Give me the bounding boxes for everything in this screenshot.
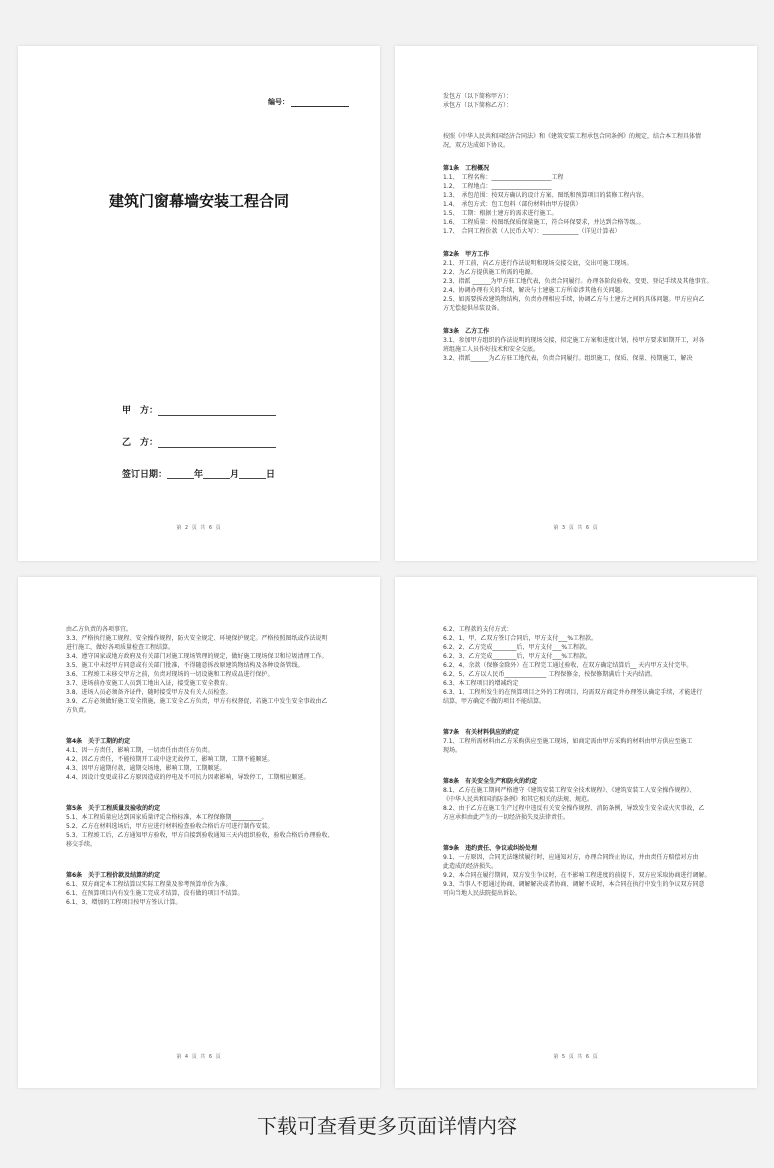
text-line: 4.3、因甲方逾期付款，逾期交场地，影响工期，工期顺延。	[66, 765, 226, 772]
text-line: 1.4、 承包方式：包工包料（部份材料由甲方提供）	[443, 201, 582, 208]
contract-title: 建筑门窗幕墙安装工程合同	[108, 192, 289, 210]
text-line: 3.4、遵守国家或地方政府及有关部门对施工现场管理的规定，做好施工现场保卫和垃圾清理工作。	[66, 653, 328, 660]
page-footer: 第 2 页 共 6 页	[176, 525, 222, 531]
section-heading: 第6条 关于工程价款及结算的约定	[66, 872, 161, 879]
text-line: 可向当地人民法院提出诉讼。	[443, 890, 522, 897]
section-heading: 第9条 违约责任、争议或纠纷处理	[443, 845, 538, 852]
text-line: 3.6、工程竣工未移交甲方之前，负责对现场的一切设施和工程成品进行保护。	[66, 671, 274, 678]
text-line: 由乙方负责的各项事宜。	[66, 626, 133, 633]
page-body	[443, 625, 715, 898]
text-line: 6.1、双方商定本工程结算以实际工程量及参考预算单价为准。	[66, 881, 232, 888]
text-line: 6.3、1、工程所发生的在预算项目之外的工程项目，均需双方商定并办理签认确定手续，才能进行	[443, 689, 703, 696]
text-line: 7.1、工程所需材料由乙方采购供应至施工现场，如商定需由甲方采购的材料由甲方供应至施工	[443, 738, 693, 745]
text-line: 2.4、协调办理有关的手续，解决与土建施工方所牵涉其他有关问题。	[443, 287, 627, 294]
text-line: 1.1、 工程名称：____________________工程	[443, 174, 564, 181]
contract-number-label: 编号：	[268, 98, 289, 106]
party-b-row	[122, 435, 276, 448]
download-more-caption: 下载可查看更多页面详情内容	[257, 1114, 517, 1138]
text-line: 按照《中华人民共和国经济合同法》和《建筑安装工程承包合同条例》的规定，结合本工程具体情	[443, 133, 702, 140]
text-line: 进行施工，做好各项质量检查工程结算。	[66, 644, 175, 651]
text-line: 9.2、本合同在履行期间，双方发生争议时，在不影响工程进度的前提下，双方应采取协商进行调解。	[443, 872, 711, 879]
spacer	[443, 313, 715, 327]
text-line: 4.1、因一方责任，影响工期，一切责任由责任方负责。	[66, 747, 214, 754]
text-line: 6.2、5、乙方以人民币______________ 工程保修金，按保修期满后十天内结清。	[443, 671, 657, 678]
text-line: 结算，甲方确定不做的项目不能结算。	[443, 698, 546, 705]
text-line: 1.7、 合同工程价款（人民币大写）：____________（详见计算表）	[443, 228, 621, 235]
text-line: 6.2、4、余款（保修金除外）在工程完工通过验收，在双方确定结算后__ 天内甲方支付完毕。	[443, 662, 693, 669]
section-heading: 第2条 甲方工作	[443, 251, 490, 258]
cover-page	[18, 46, 380, 561]
section-heading: 第7条 有关材料供应的约定	[443, 729, 520, 736]
text-line: 6.1、3、增加的工程项目按甲方签认计算。	[66, 899, 182, 906]
text-line: 2.3、指派 ______为甲方驻工地代表，负责合同履行。办理各阶段验收、变更、登记手续及其他事宜。	[443, 278, 713, 285]
spacer	[443, 822, 715, 844]
text-line: 2.5、如需要拆改建筑物结构，负责办理相应手续，协调乙方与土建方之间的具体问题。甲方应向乙	[443, 296, 705, 303]
spacer	[66, 715, 338, 737]
text-line: 6.3、本工程项目的增减约定	[443, 680, 519, 687]
text-line: 现场。	[443, 747, 462, 754]
contract-number-line	[291, 99, 349, 107]
page-body	[66, 625, 338, 907]
text-line: 6.2、工程款的支付方式：	[443, 626, 513, 633]
contract-page-4	[18, 577, 380, 1088]
page-footer: 第 5 页 共 6 页	[553, 1054, 599, 1060]
text-line: 方应承担由此产生的一切经济损失及法律责任。	[443, 814, 570, 821]
text-line: 6.2、2、乙方完成________后，甲方支付___%工程款。	[443, 644, 592, 651]
text-line: 3.1、参加甲方组织的作法说明的现场交接，拟定施工方案和进度计划，按甲方要求如期开工，对各	[443, 337, 705, 344]
section-heading: 第3条 乙方工作	[443, 328, 490, 335]
sign-date: 签订日期：______年______月______日	[122, 470, 276, 480]
spacer	[443, 706, 715, 728]
text-line: 2.1、开工前，向乙方进行作法说明和现场交接交底，交出可施工现场。	[443, 260, 633, 267]
spacer	[443, 150, 715, 164]
text-line: 1.2、 工程地点：____________________	[443, 183, 552, 190]
text-line: 1.6、 工程质量：按图纸保质保量施工，符合环保要求，并达到合格等级。。	[443, 219, 645, 226]
text-line: 6.1、在预算项目内有发生施工完成才结算，没有做的项目不结算。	[66, 890, 244, 897]
text-line: 发包方（以下简称甲方）：	[443, 93, 513, 100]
text-line: 4.2、因乙方责任，不能按期开工或中途无故停工，影响工期，工期不能顺延。	[66, 756, 274, 763]
text-line: 方负责。	[66, 707, 91, 714]
text-line: 移交手续。	[66, 841, 97, 848]
page-body	[443, 92, 715, 363]
text-line: 3.5、施工中未经甲方同意或有关部门批准，不得随意拆改原建筑物结构及各种设备管线。	[66, 662, 304, 669]
text-line: 6.2、1、甲、乙双方签订合同后，甲方支付___%工程款。	[443, 635, 598, 642]
contract-number-field	[268, 97, 349, 107]
party-b-label: 乙 方：	[122, 438, 159, 448]
text-line: 《中华人民共和国消防条例》和其它相关的法规、规范。	[443, 796, 594, 803]
text-line: 9.1、一方原因，合同无法继续履行时，应通知对方，办理合同终止协议，并由责任方赔偿对方由	[443, 854, 699, 861]
text-line: 3.8、进场人员必须备齐证件，随时接受甲方及有关人员检查。	[66, 689, 232, 696]
text-line: 4.4、因设计变更或非乙方原因造成的停电及不可抗力因素影响，导致停工，工期相应顺延。	[66, 774, 310, 781]
text-line: 承包方（以下简称乙方）：	[443, 102, 513, 109]
text-line: 8.2、由于乙方在施工生产过程中违反有关安全操作规程、消防条例，导致发生安全或火灾事故，乙	[443, 805, 705, 812]
party-a-row	[122, 403, 276, 416]
text-line: 班组施工人员作好技术和安全交底。	[443, 346, 540, 353]
section-heading: 第5条 关于工程质量及验收的约定	[66, 805, 161, 812]
text-line: 9.3、当事人不愿通过协商、调解解决或者协商、调解不成时，本合同在执行中发生的争议双方同意	[443, 881, 705, 888]
text-line: 3.9、乙方必须做好施工安全措施，施工安全乙方负责，甲方有权督促，若施工中发生安全事故由乙	[66, 698, 328, 705]
spacer	[66, 782, 338, 804]
text-line: 8.1、乙方在施工期间严格遵守《建筑安装工程安全技术规程》、《建筑安装工人安全操作规程》、	[443, 787, 696, 794]
party-a-line	[158, 406, 276, 416]
party-b-line	[158, 438, 276, 448]
text-line: 5.1、本工程质量应达到国家质量评定合格标准，本工程保修期__________。	[66, 814, 268, 821]
text-line: 1.3、 承包范围：按双方确认的设计方案、图纸和预算项目的装修工程内容。	[443, 192, 648, 199]
party-a-label: 甲 方：	[122, 406, 159, 416]
contract-page-3	[395, 46, 757, 561]
text-line: 3.7、进场前办安施工人员到工地出入证，接受施工安全教育。	[66, 680, 232, 687]
section-heading: 第1条 工程概况	[443, 165, 490, 172]
spacer	[443, 755, 715, 777]
text-line: 3.2、指派______为乙方驻工地代表，负责合同履行。组织施工，保质、保量、按期施工，解决	[443, 355, 693, 362]
text-line: 2.2、为乙方提供施工所需的电源。	[443, 269, 537, 276]
text-line: 况，双方达成如下协议。	[443, 142, 510, 149]
text-line: 3.3、严格执行施工规程、安全操作规程，防火安全规定、环境保护规定。严格按照图纸或作法说明	[66, 635, 328, 642]
contract-page-5	[395, 577, 757, 1088]
text-line: 5.3、工程竣工后，乙方通知甲方验收，甲方自接到验收通知三天内组织验收，验收合格后办理验收、	[66, 832, 334, 839]
page-footer: 第 4 页 共 6 页	[176, 1054, 222, 1060]
spacer	[443, 236, 715, 250]
section-heading: 第4条 关于工期的约定	[66, 738, 131, 745]
text-line: 5.2、乙方在材料选场后，甲方应进行材料检查验收合格后方可进行制作安装。	[66, 823, 274, 830]
text-line: 1.5、 工期：根据土建方的需求进行施工。	[443, 210, 558, 217]
spacer	[66, 849, 338, 871]
text-line: 6.2、3、乙方完成________后，甲方支付___%工程款。	[443, 653, 592, 660]
spacer	[443, 110, 715, 132]
page-footer: 第 3 页 共 6 页	[553, 525, 599, 531]
text-line: 此造成的经济损失。	[443, 863, 498, 870]
section-heading: 第8条 有关安全生产和防火的约定	[443, 778, 538, 785]
text-line: 方无偿提供吊装设备。	[443, 305, 504, 312]
